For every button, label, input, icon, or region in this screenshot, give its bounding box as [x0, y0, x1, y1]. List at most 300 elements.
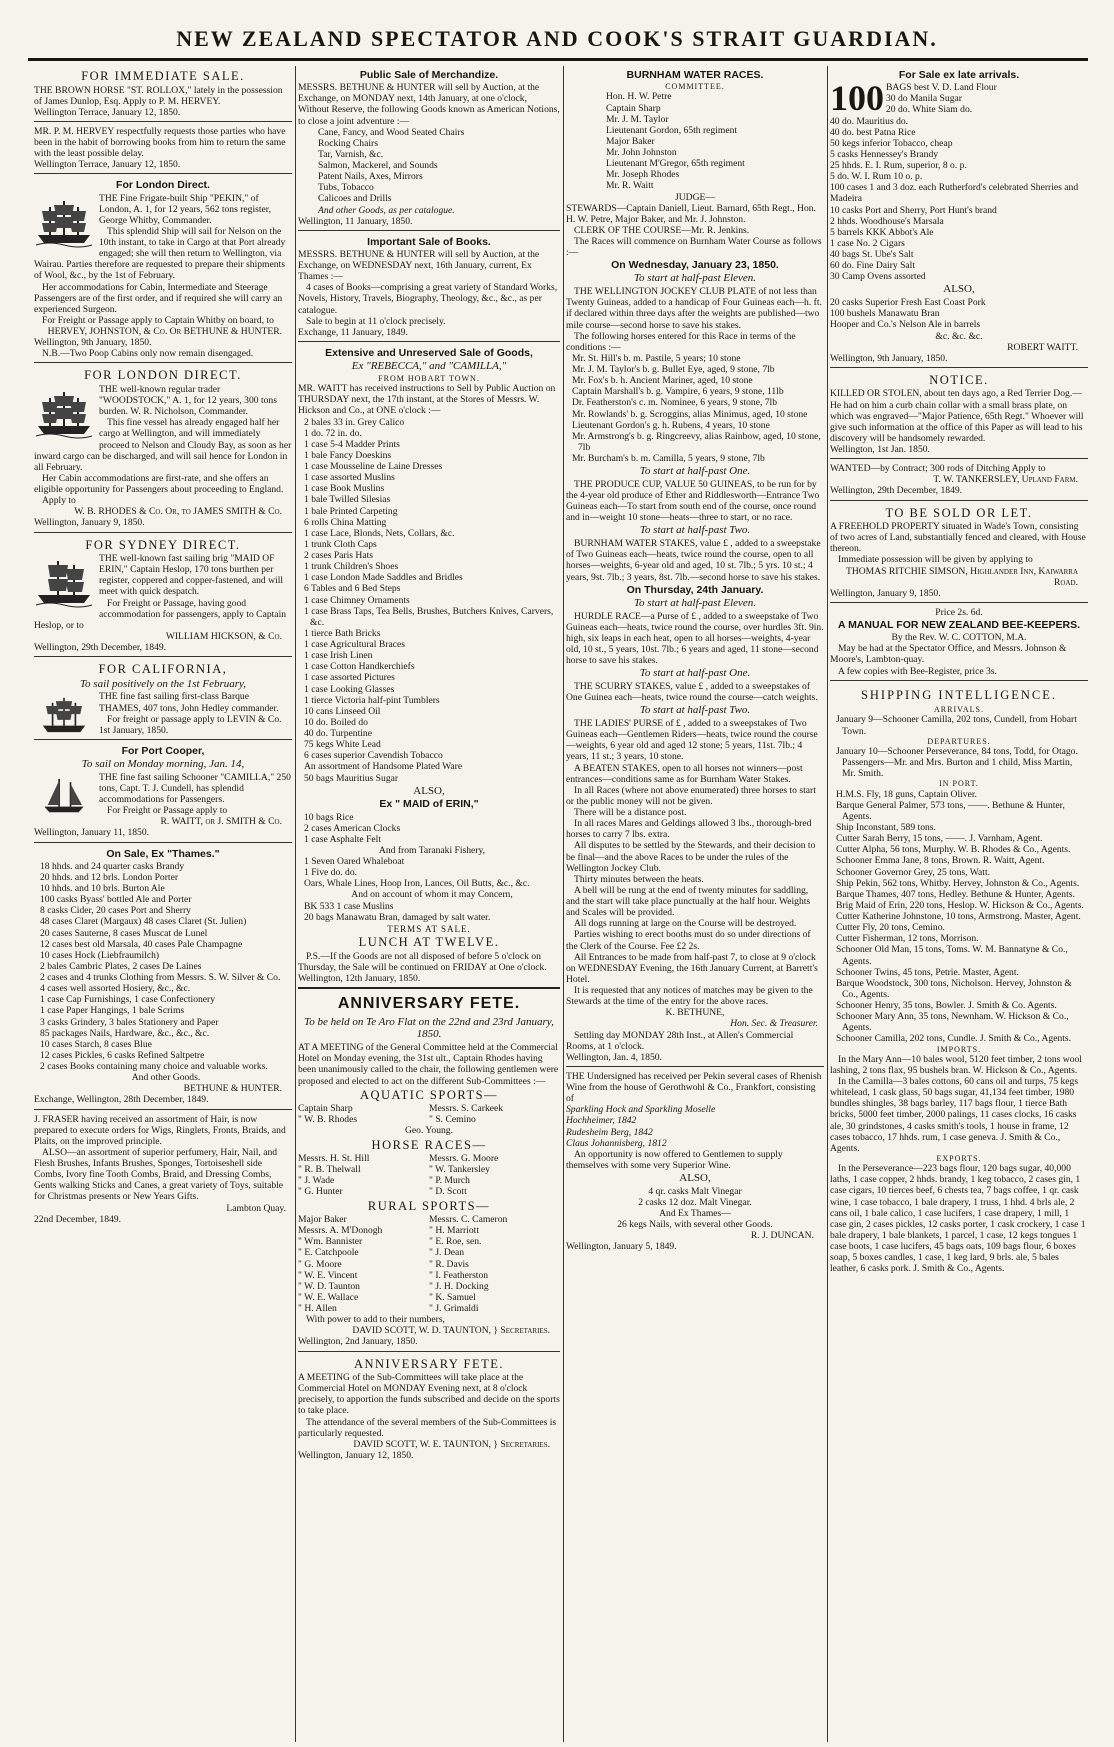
ad-hervey-books: [34, 124, 292, 175]
wine-list: [566, 1104, 824, 1149]
ad-date: Wellington, January 12, 1850.: [298, 1449, 414, 1461]
list-item: And on account of whom it may Concern,: [351, 889, 513, 901]
ad-body: May be had at the Spectator Office, and Messrs. Johnson & Moore's, Lambton-quay.: [830, 643, 1067, 666]
subsection-heading: IN PORT.: [939, 779, 979, 789]
committee-table: [298, 1153, 560, 1198]
ad-body: For Freight or Passage, having good accommodation for passengers, apply to Captain Heslop, or to: [34, 597, 287, 631]
ad-pekin: [34, 176, 292, 363]
committee-member: " W. E. Vincent: [298, 1269, 358, 1281]
ad-anniversary-fete: [298, 991, 560, 1351]
committee-list: [566, 91, 824, 191]
list-item: Cane, Fancy, and Wood Seated Chairs: [318, 126, 465, 138]
column-4: [830, 66, 1088, 1742]
list-item: Lieutenant Gordon's g. h. Rubens, 4 years, 10 stone: [572, 419, 770, 431]
rules-list: [566, 785, 824, 1008]
committee-member: Captain Sharp: [606, 102, 661, 114]
list-item: 20 cases Sauterne, 8 cases Muscat de Lunel: [40, 927, 208, 939]
ad-rhenish-wine: [566, 1069, 824, 1256]
ad-bee-manual: [830, 605, 1088, 681]
list-item: Rocking Chairs: [318, 137, 378, 149]
ad-date: Wellington Terrace, January 12, 1850.: [34, 106, 181, 118]
committee-member: " R. B. Thelwall: [298, 1164, 361, 1176]
list-item: Schooner Emma Jane, 8 tons, Brown. R. Waitt, Agent.: [836, 855, 1045, 867]
list-item: 2 cases Paris Hats: [304, 550, 374, 562]
list-item: Schooner Old Man, 15 tons, Toms. W. M. Bannatyne & Co., Agents.: [836, 944, 1068, 967]
list-item: 1 case No. 2 Cigars: [830, 237, 905, 249]
committee-member: " J. Grimaldi: [429, 1303, 479, 1315]
ad-body: THE well-known fast sailing brig "MAID OF ERIN," Captain Heslop, 170 tons burthen per register, coppered and copper-fastened, and will meet with quick despatch.: [99, 553, 284, 598]
column-3: [566, 66, 824, 1742]
list-item: 40 bags St. Ube's Salt: [830, 249, 914, 261]
list-item: 1 case Chimney Ornaments: [304, 594, 410, 606]
list-item: 4 cases well assorted Hosiery, &c., &c.: [40, 983, 191, 995]
list-item: 1 case Agricultural Braces: [304, 639, 405, 651]
terms-text: TERMS AT SALE.: [387, 923, 471, 934]
ad-body: Her accommodations for Cabin, Intermediate and Steerage Passengers are of the first order, and if required she will carry an experienced Surgeon.: [34, 281, 283, 315]
list-item: 5 barrels KKK Abbot's Ale: [830, 226, 934, 238]
list-item: 8 casks Cider, 20 cases Port and Sherry: [40, 905, 191, 917]
list-item: Mr. J. M. Taylor's b. g. Bullet Eye, aged, 9 stone, 7lb: [572, 364, 775, 376]
ad-body: ALSO—an assortment of superior perfumery, Hair, Nail, and Flesh Brushes, Infants Brushes, Sponges, Tortoiseshell side Combs, Ivory fine Tooth Combs, Braid, and Dressing Combs, Gents walking Sticks and Canes, a great variety of Toys, suitable for Christmas presents or New Years Gifts.: [34, 1146, 284, 1203]
ad-date: Wellington, January 5, 1849.: [566, 1241, 677, 1253]
ad-body: J. FRASER having received an assortment of Hair, is now prepared to execute orders for Wigs, Ringlets, Fronts, Braids, and Plaits, on the improved principle.: [34, 1113, 286, 1147]
ad-signature: T. W. TANKERSLEY, Upland Farm.: [933, 474, 1078, 486]
list-item: 20 bags Manawatu Bran, damaged by salt water.: [304, 911, 491, 923]
list-item: 2 hhds. Woodhouse's Marsala: [830, 215, 944, 227]
subsection-heading: EXPORTS.: [936, 1153, 982, 1163]
list-item: 1 case Asphalte Felt: [304, 833, 381, 845]
list-item: 2 casks 12 doz. Malt Vinegar.: [638, 1196, 752, 1208]
ad-signature-role: Hon. Sec. & Treasurer.: [730, 1018, 818, 1030]
ad-heading: ANNIVERSARY FETE.: [337, 995, 521, 1013]
exports-text: In the Perseverance—223 bags flour, 120 bags sugar, 40,000 laths, 1 case copper, 2 hhds. brandy, 1 keg tobacco, 2 cases gin, 1 case cigars, 10 tierces beef, 6 chests tea, 7 bags coffee, 1 qr. cask wine, 1 case tobacco, 1 bale drapery, 1 truss, 1 hhd. 4 brls ale, 2 cans oil, 1 bale calico, 1 case lucifers, 1 case drapery, 1 mill, 1 case gin, 2 cases pickles, 12 casks porter, 1 cask crockery, 1 case 1 bale drapery, 1 bale blankets, 1 parcel, 1 case, 12 kegs tongues 1 case boots, 1 case lucifers, 45 bags oats, 109 bags flour, 6 boxes soap, 5 boxes candles, 1 case, 1 keg lard, 9 brls. ale, 5 bales leather, 6 casks pork. J. Smith & Co., Agents.: [830, 1163, 1086, 1275]
committee-member: Mr. R. Waitt: [606, 180, 654, 192]
ad-maid-of-erin: [34, 535, 292, 658]
list-item: 60 do. Fine Dairy Salt: [830, 260, 916, 272]
ad-body: Sale to begin at 11 o'clock precisely.: [306, 315, 446, 327]
list-item: Oars, Whale Lines, Hoop Iron, Lances, Oil Butts, &c., &c.: [304, 878, 530, 890]
list-item: Cutter Fisherman, 12 tons, Morrison.: [836, 933, 979, 945]
ad-date: 22nd December, 1849.: [34, 1213, 121, 1225]
list-item: 30 do Manila Sugar: [886, 93, 962, 105]
list-item: Schooner Twins, 45 tons, Petrie. Master, Agent.: [836, 966, 1019, 978]
committee-heading: HORSE RACES—: [371, 1137, 487, 1152]
ship-illustration: [34, 693, 94, 737]
list-item: 25 hhds. E. I. Rum, superior, 8 o. p.: [830, 160, 967, 172]
list-item: 20 casks Superior Fresh East Coast Pork: [830, 297, 986, 309]
race-description: HURDLE RACE—a Purse of £ , added to a sweepstake of Two Guineas each—heats, twice round the course, over hurdles 3ft. 9in. high, six leaps in each heat, open to all horses—weights, 4-year old, 10 st., 5 years, 10st. 7lb.; 6 years and aged, 11 stone—second horse to save his stakes.: [566, 610, 824, 667]
race-time: To start at half-past One.: [639, 465, 751, 478]
list-item: Barque Thames, 407 tons, Hedley. Bethune & Hunter, Agents.: [836, 888, 1075, 900]
list-item: Barque Woodstock, 300 tons, Nicholson. Hervey, Johnston & Co., Agents.: [836, 977, 1072, 1000]
ad-date: Wellington, 2nd January, 1850.: [298, 1336, 418, 1348]
ad-body: AT A MEETING of the General Committee held at the Commercial Hotel on Monday evening, the 31st ult., Captain Rhodes having been unanimously called to the chair, the following gentlemen were proposed and elected to act on the different Sub-Committees :—: [298, 1042, 559, 1087]
race-description: THE SCURRY STAKES, value £ , added to a sweepstakes of One Guinea each—heats, twice round the course—catch weights.: [566, 681, 818, 704]
list-item: And other Goods, as per catalogue.: [318, 204, 455, 216]
ad-subheading: FROM HOBART TOWN.: [378, 373, 480, 383]
list-item: 1 case assorted Muslins: [304, 472, 395, 484]
list-item: Hooper and Co.'s Nelson Ale in barrels: [830, 319, 981, 331]
race-description: THE LADIES' PURSE of £ , added to a sweepstakes of Two Guineas each—Gentlemen Riders—heats, twice round the course—weights, 6 year old and aged 12 stone; 5 years, 11st. 7lb.; 4 years, 11 st.; 3 years, 10 stone.: [566, 718, 818, 763]
column-divider: [827, 66, 828, 1742]
list-item: 2 cases Books containing many choice and valuable works.: [40, 1061, 268, 1073]
committee-member: " J. Dean: [429, 1247, 465, 1259]
list-item: 12 cases Pickles, 6 casks Refined Saltpetre: [40, 1049, 205, 1061]
race-description: BURNHAM WATER STAKES, value £ , added to a sweepstake of Two Guineas each—heats, twice round the course, open to all horses—weights, 6-year old and aged, 10 st. 7lb.; 5 yrs. 10 st.; 4 years, 9st. 7lb.; 3 years, 8st. 7lb.—second horse to save his stakes.: [566, 538, 821, 583]
list-item: BAGS best V. D. Land Flour: [886, 82, 997, 94]
list-item: 4 qr. casks Malt Vinegar: [648, 1185, 742, 1197]
ad-unreserved-sale: [298, 344, 560, 989]
list-item: 2 cases American Clocks: [304, 822, 401, 834]
subsection-heading: IMPORTS.: [936, 1044, 982, 1054]
ad-heading: For Port Cooper,: [121, 744, 205, 757]
list-item: 50 bags Mauritius Sugar: [304, 772, 399, 784]
committee-member: " E. Catchpoole: [298, 1247, 359, 1259]
ad-date: Wellington, 9th January, 1850.: [34, 337, 152, 349]
list-item: 1 case Looking Glasses: [304, 683, 395, 695]
list-item: 1 case Brass Taps, Tea Bells, Brushes, Butchers Knives, Carvers, &c.: [304, 605, 554, 628]
ad-subheading: ALSO,: [413, 784, 445, 797]
list-item: Parties wishing to erect booths must do so under directions of the Clerk of the Course. Fee £2 2s.: [566, 929, 811, 952]
ad-signature: DAVID SCOTT, W. E. TAUNTON, } Secretaries.: [353, 1438, 550, 1450]
list-item: It is requested that any notices of matches may be given to the Stewards at the time of the entry for the above races.: [566, 985, 813, 1008]
list-item: Patent Nails, Axes, Mirrors: [318, 171, 423, 183]
ad-subheading: ALSO,: [679, 1172, 711, 1185]
list-item: January 10—Schooner Perseverance, 84 tons, Todd, for Otago. Passengers—Mr. and Mrs. Burton and 1 child, Miss Martin, Mr. Smith.: [836, 746, 1078, 780]
list-item: 100 casks Byass' bottled Ale and Porter: [40, 894, 192, 906]
committee-member: " H. Allen: [298, 1303, 337, 1315]
ad-sale-of-books: [298, 233, 560, 342]
committee-table: [298, 1214, 560, 1314]
ad-date: Wellington Terrace, January 12, 1850.: [34, 159, 181, 171]
race-description: A BEATEN STAKES, open to all horses not winners—post entrances—conditions same as for Burnham Water Stakes.: [566, 762, 803, 785]
committee-member: Captain Sharp: [298, 1103, 353, 1115]
ad-date: 1st January, 1850.: [99, 724, 169, 736]
ad-california: [34, 659, 292, 740]
committee-member: " G. Hunter: [298, 1186, 343, 1198]
list-item: Brig Maid of Erin, 220 tons, Heslop. W. Hickson & Co., Agents.: [836, 899, 1084, 911]
ad-body: The following horses entered for this Race in terms of the conditions :—: [566, 330, 796, 353]
committee-member: " G. Moore: [298, 1258, 342, 1270]
committee-member: Messrs. A. M'Donogh: [298, 1225, 383, 1237]
committee-member: " E. Roe, sen.: [429, 1236, 482, 1248]
list-item: Dr. Featherston's c. m. Nominee, 6 years, 9 stone, 7lb: [572, 397, 778, 409]
ad-body: The attendance of the several members of the Sub-Committees is particularly requested.: [298, 1416, 557, 1439]
ad-heading: Extensive and Unreserved Sale of Goods,: [325, 346, 533, 359]
committee-member: " P. Murch: [429, 1175, 470, 1187]
list-item: There will be a distance post.: [574, 807, 687, 819]
list-item: Salmon, Mackerel, and Sounds: [318, 160, 438, 172]
ad-heading: Public Sale of Merchandize.: [359, 69, 499, 81]
goods-list: [34, 861, 292, 1084]
ad-woodstock: [34, 365, 292, 532]
ad-signature: ROBERT WAITT.: [1007, 341, 1078, 353]
ad-date: Wellington, January 9, 1850.: [34, 517, 145, 529]
list-item: 1 trunk Children's Shoes: [304, 561, 399, 573]
list-item: Cutter Fly, 20 tons, Cemino.: [836, 922, 945, 934]
committee-member: " W. B. Rhodes: [298, 1114, 358, 1126]
ad-signature: HERVEY, JOHNSTON, & Co. Or BETHUNE & HUNTER.: [47, 326, 282, 338]
list-item: 2 cases and 4 trunks Clothing from Messrs. S. W. Silver & Co.: [40, 972, 281, 984]
ad-heading: On Sale, Ex "Thames.": [106, 847, 220, 860]
ad-ex-thames: [34, 845, 292, 1110]
ad-heading: For Sale ex late arrivals.: [898, 69, 1020, 81]
ad-subheading: Ex "REBECCA," and "CAMILLA,": [351, 360, 507, 373]
committee-member: Mr. J. M. Taylor: [606, 113, 669, 125]
committee-member: " W. D. Taunton: [298, 1280, 360, 1292]
ad-body: THE BROWN HORSE "ST. ROLLOX," lately in the possession of James Dunlop, Esq. Apply to P. M. HERVEY.: [34, 84, 283, 107]
goods-list: [298, 812, 560, 923]
ad-date: Wellington, 29th December, 1849.: [34, 642, 167, 654]
ad-body: This splendid Ship will sail for Nelson on the 10th instant, to take in Cargo at that Port already engaged; she will then return to Wellington, via Wairau. Parties therefore are requested to prepare their shipments of Wool, &c., by the 1st of February.: [34, 225, 286, 282]
list-item: 100 cases 1 and 3 doz. each Rutherford's celebrated Sherries and Madeira: [830, 182, 1079, 205]
race-day-heading: On Wednesday, January 23, 1850.: [611, 259, 779, 272]
list-item: 10 hhds. and 10 brls. Burton Ale: [40, 883, 165, 895]
list-item: 1 tierce Victoria half-pint Tumblers: [304, 694, 440, 706]
race-time: To start at half-past Two.: [639, 704, 751, 717]
ad-date: Exchange, Wellington, 28th December, 1849.: [34, 1094, 209, 1106]
committee-member: " R. Davis: [429, 1258, 469, 1270]
committee-member: " W. E. Wallace: [298, 1291, 359, 1303]
ad-body: For freight or passage apply to LEVIN & Co.: [107, 713, 282, 725]
ad-heading: FOR SYDNEY DIRECT.: [85, 537, 241, 552]
ad-anniversary-fete-meeting: [298, 1354, 560, 1465]
list-item: 40 do. best Patna Rice: [830, 126, 916, 138]
list-item: 10 cases Hock (Liebfraumilch): [40, 949, 160, 961]
list-item: A bell will be rung at the end of twenty minutes for saddling, and the start will take place punctually at the half hour. Weights and Scales will be provided.: [566, 884, 811, 919]
ad-body: MR. WAITT has received instructions to Sell by Public Auction on THURSDAY next, the 17th instant, at the Stores of Messrs. W. Hickson and Co., at ONE o'clock :—: [298, 383, 556, 417]
ad-heading: FOR LONDON DIRECT.: [84, 368, 242, 383]
goods-list: [298, 127, 560, 216]
list-item: Mr. St. Hill's b. m. Pastile, 5 years; 10 stone: [572, 352, 741, 364]
committee-heading: AQUATIC SPORTS—: [359, 1087, 499, 1102]
ad-body: A FREEHOLD PROPERTY situated in Wade's Town, consisting of two acres of Land, substantially fenced and cleared, with House thereon.: [830, 521, 1086, 555]
ad-heading: BURNHAM WATER RACES.: [626, 69, 764, 81]
committee-member: " Wm. Bannister: [298, 1236, 363, 1248]
list-item: Hochheimer, 1842: [566, 1115, 637, 1127]
list-item: Claus Johannisberg, 1812: [566, 1137, 667, 1149]
list-item: 50 kegs inferior Tobacco, cheap: [830, 137, 953, 149]
ad-date: Exchange, 11 January, 1849.: [298, 326, 408, 338]
ad-body: An opportunity is now offered to Gentlemen to supply themselves with some very Superior Wine.: [566, 1148, 783, 1171]
list-item: 1 bale Twilled Silesias: [304, 494, 391, 506]
list-item: 1 do. 72 in. do.: [304, 427, 362, 439]
lunch-text: LUNCH AT TWELVE.: [358, 935, 500, 950]
list-item: &c. &c. &c.: [935, 330, 983, 342]
list-item: 2 bales Cambric Plates, 2 cases De Laines: [40, 960, 202, 972]
list-item: January 9—Schooner Camilla, 202 tons, Cundell, from Hobart Town.: [836, 714, 1077, 737]
committee-member: Geo. Young.: [405, 1125, 453, 1137]
list-item: Mr. Fox's b. h. Ancient Mariner, aged, 10 stone: [572, 375, 753, 387]
horse-list: [566, 353, 824, 464]
list-item: 85 packages Nails, Hardware, &c., &c., &c.: [40, 1027, 210, 1039]
ad-body: WANTED—by Contract; 300 rods of Ditching Apply to: [830, 463, 1046, 475]
newspaper-title: NEW ZEALAND SPECTATOR AND COOK'S STRAIT GUARDIAN.: [176, 26, 938, 51]
list-item: 1 case Paper Hangings, 1 bale Scrims: [40, 1005, 185, 1017]
committee-member: Messrs. S. Carkeek: [429, 1103, 504, 1115]
committee-member: " J. H. Docking: [429, 1280, 489, 1292]
committee-heading: RURAL SPORTS—: [367, 1198, 491, 1213]
committee-member: Mr. Joseph Rhodes: [606, 169, 680, 181]
ad-fraser: [34, 1112, 292, 1228]
ad-body: This fine vessel has already engaged half her cargo at Wellington, and will immediately proceed to Nelson and Cloudy Bay, as soon as her inward cargo can be discharged, and will sail hence for London in all February.: [34, 417, 292, 473]
ad-port-cooper: [34, 742, 292, 843]
list-item: 1 Seven Oared Whaleboat: [304, 856, 405, 868]
ad-body: For Freight or Passage apply to: [107, 805, 228, 817]
race-time: To start at half-past One.: [639, 667, 751, 680]
ad-note: N.B.—Two Poop Cabins only now remain disengaged.: [42, 348, 254, 360]
list-item: 6 cases superior Cavendish Tobacco: [304, 750, 443, 762]
list-item: All dogs running at large on the Course will be destroyed.: [574, 918, 797, 930]
list-item: Schooner Camilla, 202 tons, Cundle. J. Smith & Co., Agents.: [836, 1033, 1072, 1045]
list-item: 10 do. Boiled do: [304, 716, 368, 728]
list-item: 40 do. Turpentine: [304, 728, 372, 740]
departures-list: [830, 746, 1088, 779]
ad-signature: BETHUNE & HUNTER.: [183, 1083, 282, 1095]
ad-body: 4 cases of Books—comprising a great variety of Standard Works, Novels, History, Travels, Biography, Theology, &c., &c., as per catalogue.: [298, 282, 558, 316]
ad-date: Wellington, January 11, 1850.: [34, 827, 150, 839]
ad-heading: For London Direct.: [116, 179, 210, 192]
list-item: 2 bales 33 in. Grey Calico: [304, 416, 405, 428]
list-item: 12 cases best old Marsala, 40 cases Pale Champagne: [40, 938, 243, 950]
committee-member: Messrs. H. St. Hill: [298, 1153, 370, 1165]
list-item: Ship Inconstant, 589 tons.: [836, 822, 936, 834]
committee-member: Messrs. G. Moore: [429, 1153, 499, 1165]
list-item: 5 casks Hennessey's Brandy: [830, 148, 939, 160]
ad-notice-dog: [830, 370, 1088, 459]
committee-member: Lieutenant M'Gregor, 65th regiment: [606, 158, 745, 170]
list-item: 26 kegs Nails, with several other Goods.: [617, 1219, 773, 1231]
list-item: 1 case Irish Linen: [304, 650, 373, 662]
ad-body: A MEETING of the Sub-Committees will take place at the Commercial Hotel on MONDAY Evening next, at 8 o'clock precisely, to apportion the funds subscribed and decide on the sports to take place.: [298, 1372, 560, 1417]
list-item: 100 bushels Manawatu Bran: [830, 308, 940, 320]
list-item: 40 do. Mauritius do.: [830, 115, 909, 127]
goods-list: [298, 417, 560, 784]
committee-member: " D. Scott: [429, 1186, 467, 1198]
committee-member: " K. Samuel: [429, 1291, 476, 1303]
list-item: 10 cases Starch, 8 cases Blue: [40, 1038, 152, 1050]
list-item: 1 bale Fancy Doeskins: [304, 449, 392, 461]
list-item: Schooner Mary Ann, 35 tons, Newnham. W. Hickson & Co., Agents.: [836, 1011, 1069, 1034]
ad-subheading: ALSO,: [943, 283, 975, 296]
ad-subheading: To sail positively on the 1st February,: [79, 677, 247, 690]
ad-date: Wellington, 12th January, 1850.: [298, 973, 421, 985]
ad-date: Wellington, Jan. 4, 1850.: [566, 1051, 662, 1063]
ad-body: Settling day MONDAY 28th Inst., at Allen's Commercial Rooms, at 1 o'clock.: [566, 1029, 794, 1052]
ship-illustration: [34, 195, 94, 249]
column-1: [34, 66, 292, 1742]
subsection-heading: ARRIVALS.: [934, 705, 984, 715]
ad-heading: NOTICE.: [929, 372, 989, 387]
ad-body: MR. P. M. HERVEY respectfully requests those parties who have been in the habit of borrowing books from him to return the same with the least possible delay.: [34, 125, 286, 160]
ad-wanted-ditching: [830, 461, 1088, 500]
ad-body: THE fine fast sailing first-class Barque THAMES, 407 tons, John Hedley commander.: [99, 691, 279, 714]
committee-member: " S. Cemino: [429, 1114, 476, 1126]
list-item: H.M.S. Fly, 18 guns, Captain Oliver.: [836, 788, 977, 800]
list-item: Mr. Burcham's b. m. Camilla, 5 years, 9 stone, 7lb: [572, 453, 765, 465]
list-item: 1 case London Made Saddles and Bridles: [304, 572, 463, 584]
ad-signature: K. BETHUNE,: [665, 1007, 725, 1019]
ad-signature: R. J. DUNCAN.: [750, 1230, 814, 1242]
committee-member: " I. Featherston: [429, 1269, 489, 1281]
list-item: 6 rolls China Matting: [304, 516, 387, 528]
ad-heading: TO BE SOLD OR LET.: [885, 505, 1033, 520]
ad-note: P.S.—If the Goods are not all disposed of before 5 o'clock on Thursday, the Sale will be continued on FRIDAY at One o'clock.: [298, 950, 547, 973]
ad-body: The Races will commence on Burnham Water Course as follows :—: [566, 236, 822, 259]
list-item: Cutter Katherine Johnstone, 10 tons, Armstrong. Master, Agent.: [836, 911, 1081, 923]
ad-subheading: To be held on Te Aro Flat on the 22nd and 23rd January, 1850.: [304, 1015, 554, 1041]
list-item: 75 kegs White Lead: [304, 739, 381, 751]
ad-date: Wellington, 1st Jan. 1850.: [830, 444, 930, 456]
list-item: 1 case 5-4 Madder Prints: [304, 438, 400, 450]
list-item: 1 case Book Muslins: [304, 483, 385, 495]
ad-date: Wellington, 9th January, 1850.: [830, 352, 948, 364]
list-item: BK 533 1 case Muslins: [304, 900, 394, 912]
race-description: THE PRODUCE CUP, VALUE 50 GUINEAS, to be run for by the 4-year old produce of Ether and Riddlesworth—Entrance Two Guineas each—To start from south end of the course, once round and in—weight 10 stone—heats—three to start, or no race.: [566, 478, 820, 524]
list-item: Calicoes and Drills: [318, 193, 392, 205]
ad-signature: R. WAITT, or J. SMITH & Co.: [160, 816, 282, 828]
ad-place: Lambton Quay.: [226, 1202, 286, 1214]
ad-body: MESSRS. BETHUNE & HUNTER will sell by Auction, at the Exchange, on MONDAY next, 14th January, at one o'clock, Without Reserve, the following Goods known as American Notions, to close a joint adventure :—: [298, 82, 560, 127]
shipping-intelligence: [830, 683, 1088, 1278]
committee-member: " H. Marriott: [429, 1225, 480, 1237]
list-item: Captain Marshall's b. g. Vampire, 6 years, 9 stone, 11lb: [572, 386, 784, 398]
list-item: 3 casks Grindery, 3 bales Stationery and Paper: [40, 1016, 219, 1028]
list-item: Barque General Palmer, 573 tons, ——. Bethune & Hunter, Agents.: [836, 799, 1065, 822]
list-item: 20 hhds. and 12 brls. London Porter: [40, 871, 179, 883]
list-item: 6 Tables and 6 Bed Steps: [304, 583, 401, 595]
ad-heading: FOR IMMEDIATE SALE.: [81, 69, 245, 83]
race-time: To start at half-past Eleven.: [633, 596, 757, 609]
committee-member: Hon. H. W. Petre: [606, 91, 672, 103]
ad-subheading: To sail on Monday morning, Jan. 14,: [81, 758, 245, 771]
ad-body: THE fine fast sailing Schooner "CAMILLA," 250 tons, Capt. T. J. Cundell, has splendid accommodations for Passengers.: [99, 771, 291, 806]
list-item: 18 hhds. and 24 quarter casks Brandy: [40, 860, 185, 872]
judge-line: JUDGE—: [675, 191, 715, 203]
list-item: 10 cans Linseed Oil: [304, 705, 381, 717]
list-item: All disputes to be settled by the Stewards, and their decision to be final—and the above Races to be under the rules of the Wellington Jockey Club.: [566, 840, 816, 874]
ad-immediate-sale: [34, 66, 292, 122]
ad-signature: W. B. RHODES & Co. Or, to JAMES SMITH & Co.: [74, 506, 282, 518]
ad-body: Her Cabin accommodations are first-rate, and she offers an eligible opportunity for Passengers about proceeding to England.: [34, 472, 284, 496]
column-2: [298, 66, 560, 1742]
stewards-line: STEWARDS—Captain Daniell, Lieut. Barnard, 65th Regt., Hon. H. W. Petre, Major Baker, and Mr. J. Johnston.: [566, 202, 816, 225]
list-item: Thirty minutes between the heats.: [574, 873, 704, 885]
ad-body: THE Undersigned has received per Pekin several cases of Rhenish Wine from the house of Gerothwohl & Co., Frankfort, consisting of: [566, 1070, 822, 1105]
list-item: 20 do. White Siam do.: [886, 104, 973, 116]
in-port-list: [830, 789, 1088, 1045]
clerk-line: CLERK OF THE COURSE—Mr. R. Jenkins.: [574, 224, 750, 236]
list-item: 1 tierce Bath Bricks: [304, 627, 381, 639]
list-item: Tar, Varnish, &c.: [318, 148, 384, 160]
price-text: Price 2s. 6d.: [935, 606, 983, 618]
ad-body: MESSRS. BETHUNE & HUNTER will sell by Auction, at the Exchange, on WEDNESDAY next, 16th January, current, Ex Thames :—: [298, 248, 540, 283]
ad-body: Immediate possession will be given by applying to: [838, 554, 1033, 566]
list-item: 1 case Mousseline de Laine Dresses: [304, 461, 443, 473]
big-number: 100: [830, 78, 884, 119]
ad-heading: ANNIVERSARY FETE.: [353, 1356, 505, 1371]
ad-date: Wellington, 29th December, 1849.: [830, 485, 963, 497]
list-item: 10 casks Port and Sherry, Port Hunt's brand: [830, 204, 997, 216]
ad-heading: FOR CALIFORNIA,: [98, 662, 228, 677]
ship-illustration: [34, 555, 94, 609]
list-item: 1 case Lace, Blonds, Nets, Collars, &c.: [304, 527, 455, 539]
list-item: Schooner Henry, 35 tons, Bowler. J. Smith & Co. Agents.: [836, 1000, 1057, 1012]
committee-heading: COMMITTEE.: [665, 82, 725, 92]
ad-body: For Freight or Passage apply to Captain Whitby on board, to: [42, 314, 274, 326]
ad-body: THE well-known regular trader "WOODSTOCK," A. 1, for 12 years, 300 tons burden. W. R. Nicholson, Commander.: [99, 383, 277, 418]
ad-body: Apply to: [42, 495, 76, 507]
